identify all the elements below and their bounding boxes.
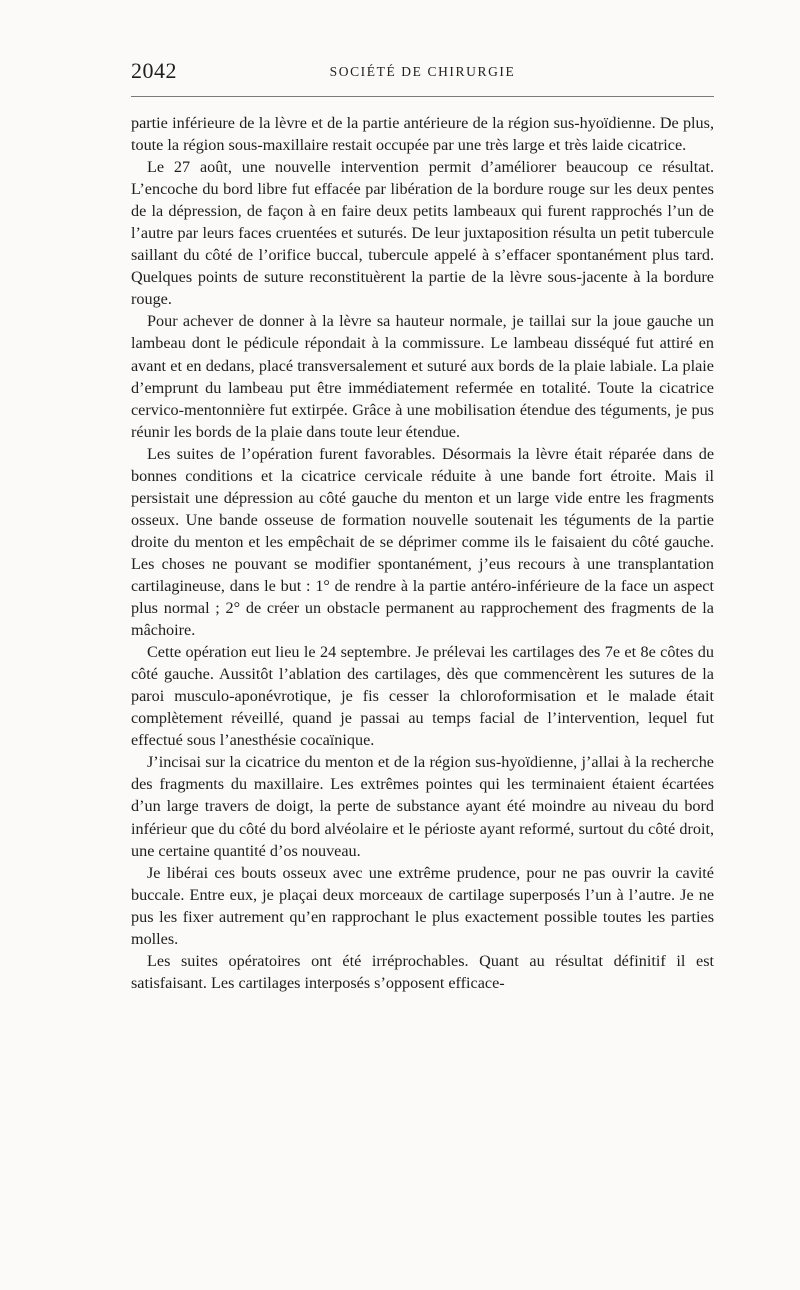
paragraph-8: Les suites opératoires ont été irréprochables. Quant au résultat définitif il est satisfaisant. Les cartilages interposés s’opposent efficace- [131,951,714,992]
paragraph-7: Je libérai ces bouts osseux avec une extrême prudence, pour ne pas ouvrir la cavité buccale. Entre eux, je plaçai deux morceaux de cartilage superposés l’un à l’autre. Je ne pus les fixer autrement qu’en rapprochant le plus exactement possible toutes les parties molles. [131,863,714,948]
header-rule [131,96,714,97]
running-title: SOCIÉTÉ DE CHIRURGIE [329,64,516,79]
paragraph-4: Les suites de l’opération furent favorables. Désormais la lèvre était réparée dans de bonnes conditions et la cicatrice cervicale réduite à une bande fort étroite. Mais il persistait une dépression au côté gauche du menton et un large vide entre les fragments osseux. Une bande osseuse de formation nouvelle soutenait les téguments de la partie droite du menton et les empêchait de se déprimer comme ils le faisaient du côté gauche. Les choses ne pouvant se modifier spontanément, j’eus recours à une transplantation cartilagineuse, dans le but : 1° de rendre à la partie antéro-inférieure de la face un aspect plus normal ; 2° de créer un obstacle permanent au rapprochement des fragments de la mâchoire. [131,444,714,640]
page-header [131,58,714,88]
paragraph-1: partie inférieure de la lèvre et de la partie antérieure de la région sus-hyoïdienne. De plus, toute la région sous-maxillaire restait occupée par une très large et très laide cicatrice. [131,114,714,155]
paragraph-2: Le 27 août, une nouvelle intervention permit d’améliorer beaucoup ce résultat. L’encoche du bord libre fut effacée par libération de la bordure rouge sur les deux pentes de la dépression, de façon à en faire deux petits lambeaux qui furent rapprochés l’un de l’autre par leurs faces cruentées et suturés. De leur juxtaposition résulta un petit tubercule saillant du côté de l’orifice buccal, tubercule appelé à s’effacer spontanément plus tard. Quelques points de suture reconstituèrent la partie de la lèvre sous-jacente à la bordure rouge. [131,158,714,309]
page-number: 2042 [131,58,177,83]
paragraph-5: Cette opération eut lieu le 24 septembre. Je prélevai les cartilages des 7e et 8e côtes du côté gauche. Aussitôt l’ablation des cartilages, dès que commencèrent les sutures de la paroi musculo-aponévrotique, je fis cesser la chloroformisation et le malade était complètement réveillé, quand je passai au temps facial de l’intervention, lequel fut effectué sous l’anesthésie cocaïnique. [131,643,714,750]
body-text [131,112,714,994]
paragraph-6: J’incisai sur la cicatrice du menton et de la région sus-hyoïdienne, j’allai à la recherche des fragments du maxillaire. Les extrêmes pointes qui les terminaient étaient écartées d’un large travers de doigt, la perte de substance ayant été moindre au niveau du bord inférieur que du côté du bord alvéolaire et le périoste ayant reformé, surtout du côté droit, une certaine quantité d’os nouveau. [131,753,714,860]
paragraph-3: Pour achever de donner à la lèvre sa hauteur normale, je taillai sur la joue gauche un lambeau dont le pédicule répondait à la commissure. Le lambeau disséqué fut attiré en avant et en dedans, placé transversalement et suturé aux bords de la plaie labiale. La plaie d’emprunt du lambeau put être immédiatement refermée en totalité. Toute la cicatrice cervico-mentonnière fut extirpée. Grâce à une mobilisation étendue des téguments, je pus réunir les bords de la plaie dans toute leur étendue. [131,312,714,441]
